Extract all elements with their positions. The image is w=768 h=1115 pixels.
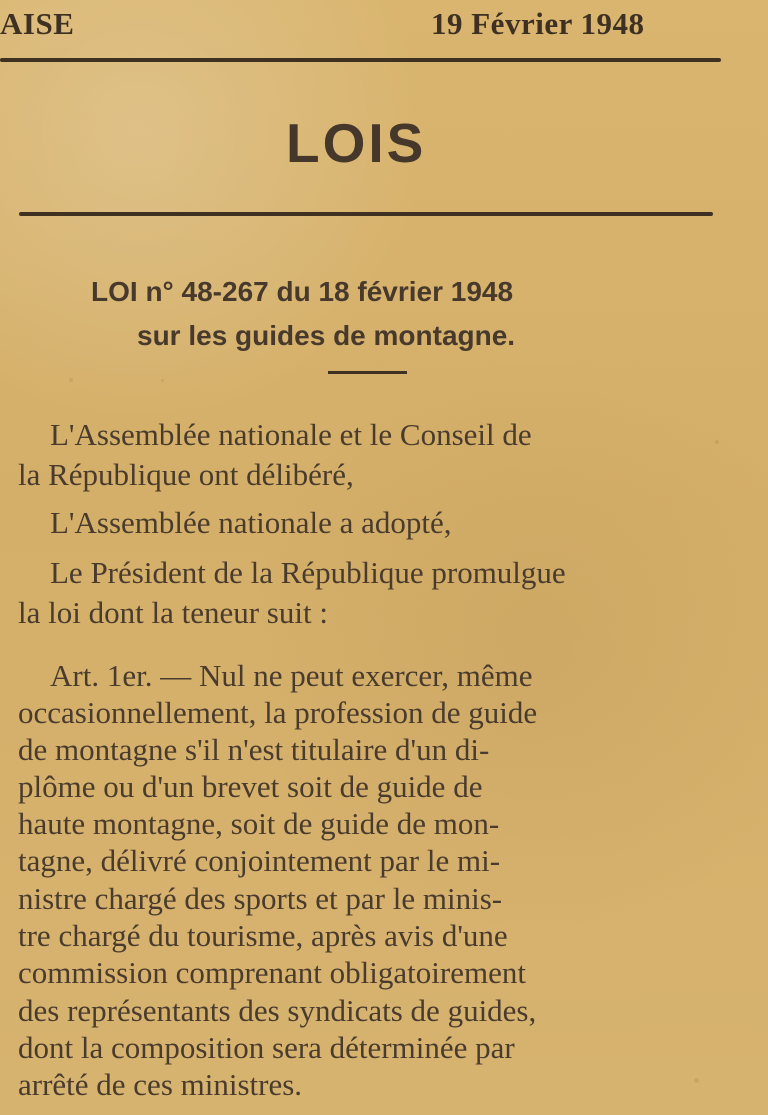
article-line-2: occasionnellement, la profession de guide (18, 695, 538, 730)
article-line-7: nistre chargé des sports et par le minis- (18, 881, 503, 916)
text-line-3: L'Assemblée nationale a adopté, (50, 505, 452, 540)
paper-speck (69, 378, 73, 382)
article-line-10: des représentants des syndicats de guides, (18, 993, 537, 1028)
paper-speck (694, 1078, 699, 1083)
law-heading-line-1: LOI n° 48-267 du 18 février 1948 (91, 276, 514, 307)
article-line-1: Art. 1er. — Nul ne peut exercer, même (50, 658, 533, 693)
article-line-9: commission comprenant obligatoirement (18, 955, 526, 990)
article-line-11: dont la composition sera déterminée par (18, 1030, 515, 1065)
article-line-4: plôme ou d'un brevet soit de guide de (18, 769, 483, 804)
text-line-1: L'Assemblée nationale et le Conseil de (50, 417, 532, 452)
header-left-text: AISE (0, 6, 75, 41)
article-line-5: haute montagne, soit de guide de mon- (18, 806, 500, 841)
title-rule (19, 212, 713, 216)
article-line-12: arrêté de ces ministres. (18, 1067, 303, 1102)
header-date: 19 Février 1948 (431, 6, 645, 41)
article-line-8: tre chargé du tourisme, après avis d'une (18, 918, 508, 953)
text-line-4: Le Président de la République promulgue (50, 555, 566, 590)
paper-speck (161, 379, 164, 382)
text-line-2: la République ont délibéré, (18, 457, 354, 492)
article-line-3: de montagne s'il n'est titulaire d'un di- (18, 732, 490, 767)
text-line-5: la loi dont la teneur suit : (18, 595, 328, 630)
heading-divider (328, 371, 407, 374)
top-rule (0, 58, 721, 62)
section-title: LOIS (286, 112, 427, 174)
article-line-6: tagne, délivré conjointement par le mi- (18, 843, 501, 878)
law-heading-line-2: sur les guides de montagne. (137, 320, 516, 351)
paper-speck (715, 440, 719, 444)
